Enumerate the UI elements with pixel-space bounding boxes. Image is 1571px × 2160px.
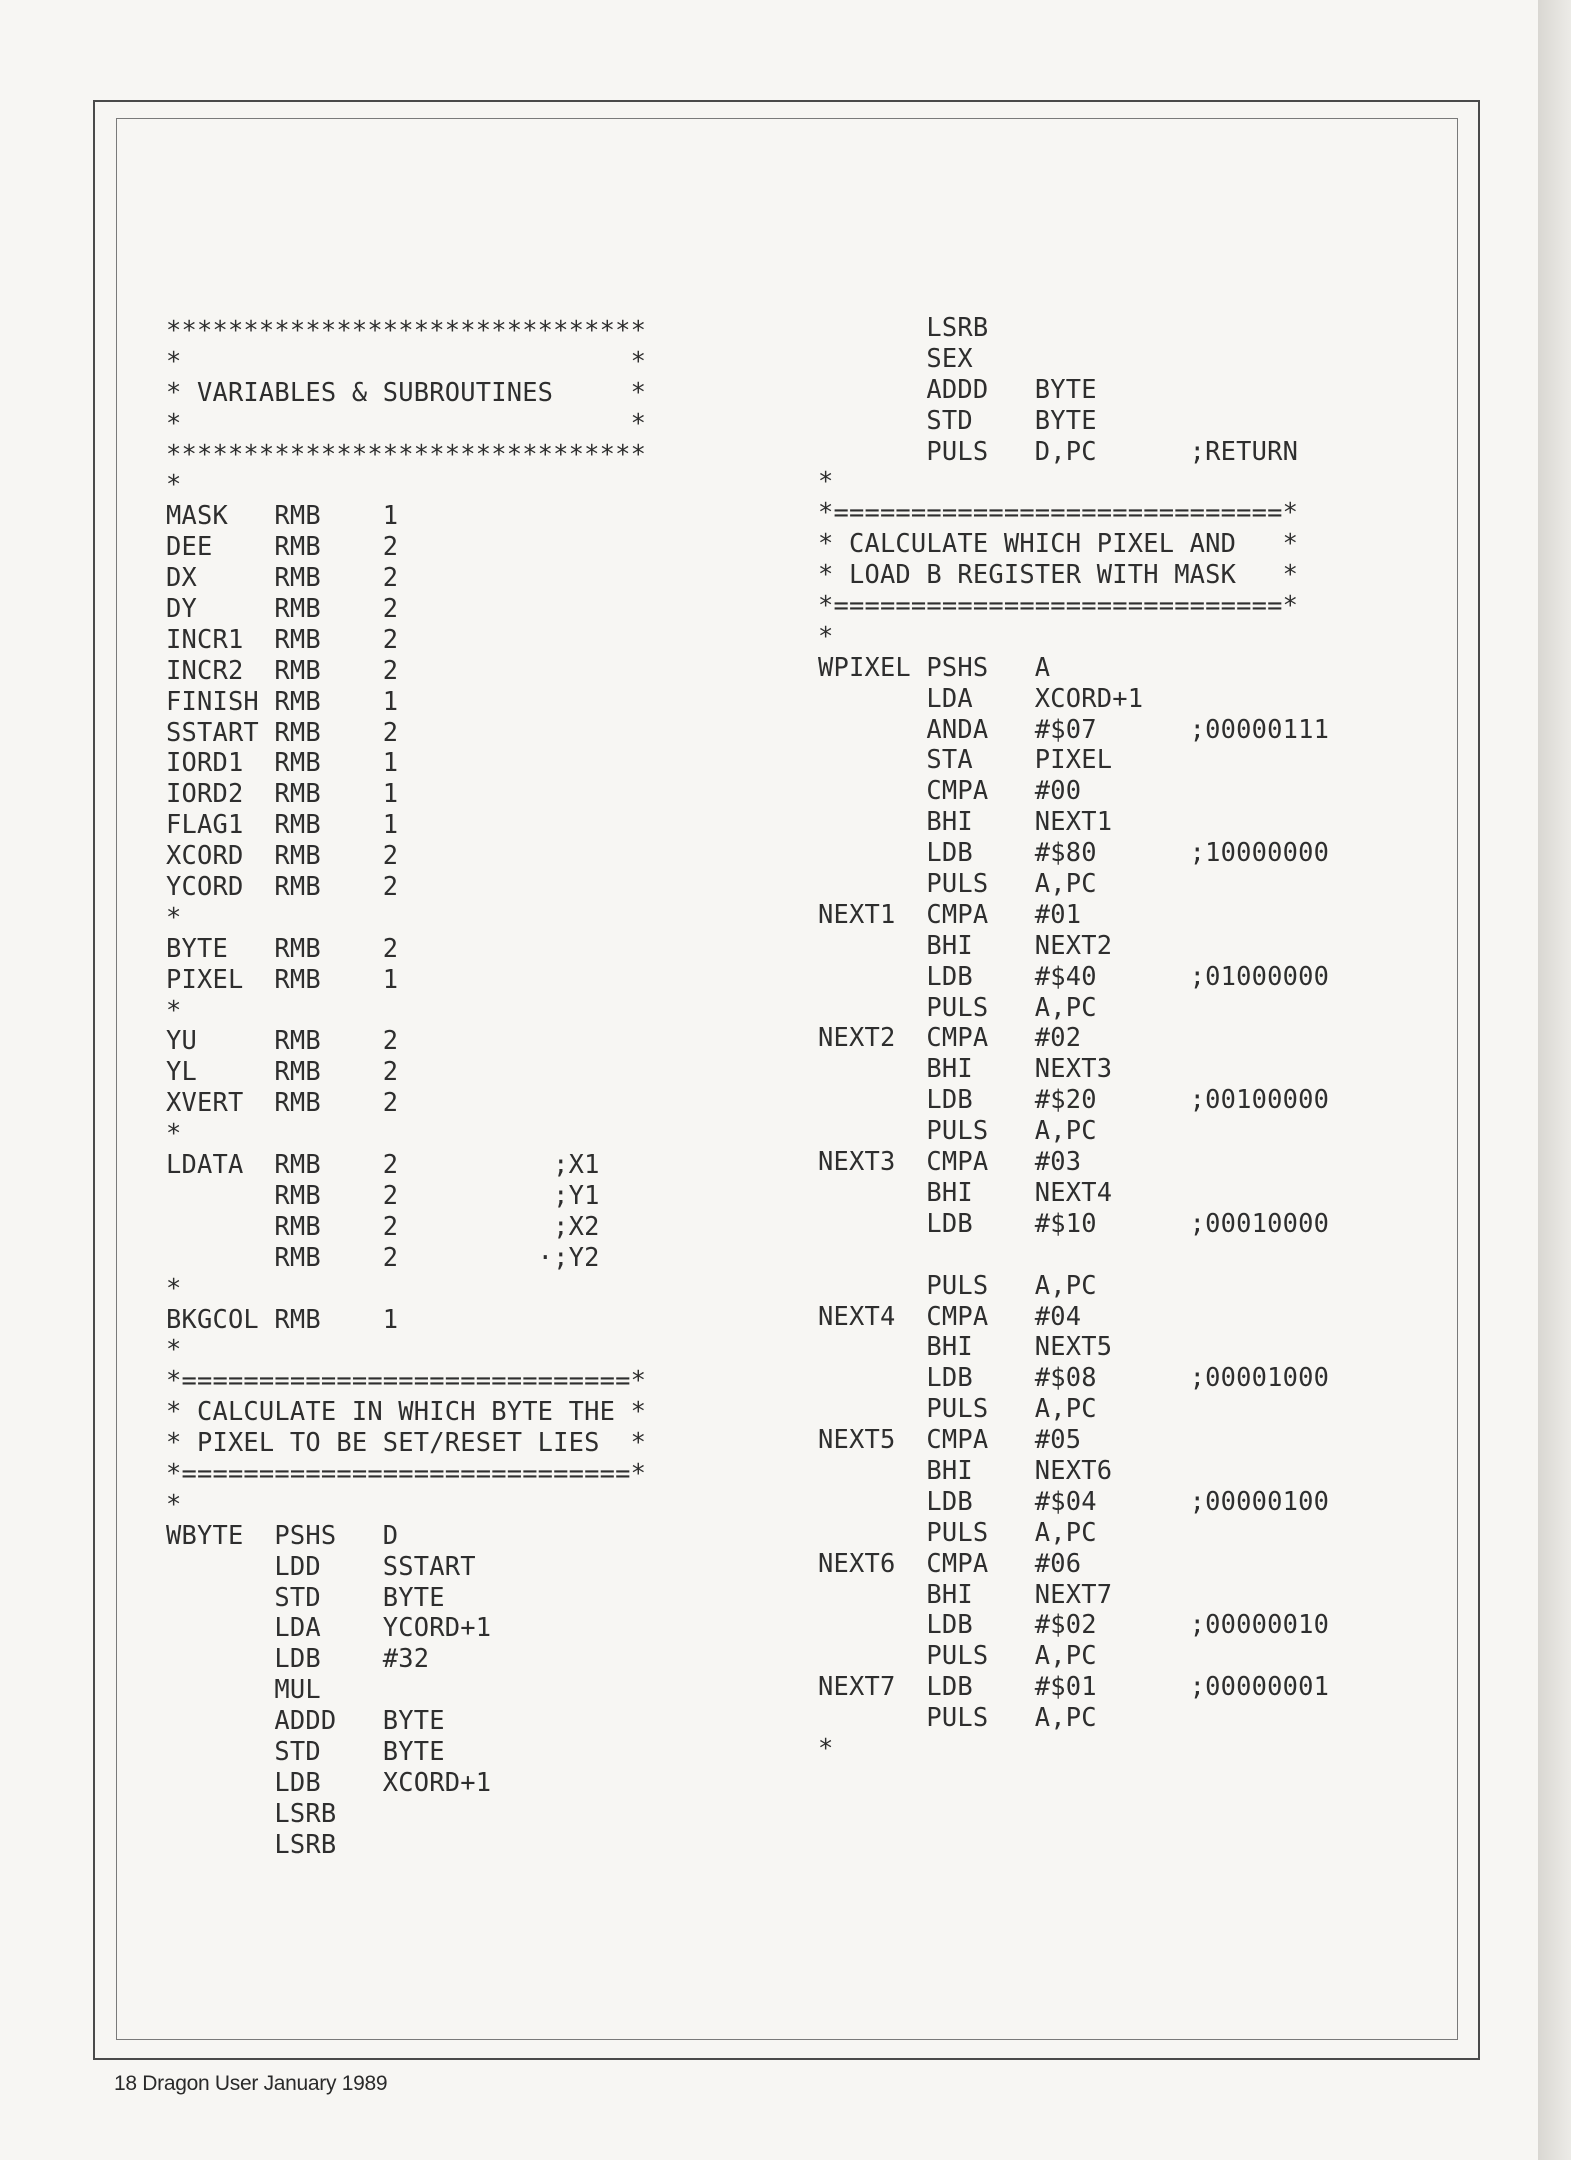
code-line: PIXEL RMB 1 bbox=[166, 963, 399, 994]
code-line: DX RMB 2 bbox=[166, 562, 399, 593]
code-line: LDATA RMB 2 ;X1 bbox=[166, 1149, 600, 1180]
code-line: NEXT7 LDB #$01 ;00000001 bbox=[818, 1671, 1330, 1702]
code-line: WPIXEL PSHS A bbox=[818, 651, 1051, 682]
code-line: FLAG1 RMB 1 bbox=[166, 809, 399, 840]
code-line: BKGCOL RMB 1 bbox=[166, 1303, 399, 1334]
code-line: RMB 2 ;X2 bbox=[166, 1210, 600, 1241]
code-listing-left-column bbox=[166, 315, 646, 1860]
code-line: * bbox=[818, 466, 834, 497]
code-line: LSRB bbox=[818, 312, 989, 342]
code-line: NEXT2 CMPA #02 bbox=[818, 1022, 1082, 1053]
page-footer-caption: 18 Dragon User January 1989 bbox=[114, 2072, 388, 2095]
code-line: * bbox=[166, 1118, 182, 1149]
code-line: YL RMB 2 bbox=[166, 1056, 399, 1087]
code-line: LDB #$80 ;10000000 bbox=[818, 837, 1330, 868]
code-line: STD BYTE bbox=[166, 1581, 445, 1612]
code-line: * PIXEL TO BE SET/RESET LIES * bbox=[166, 1427, 647, 1458]
code-line: DEE RMB 2 bbox=[166, 531, 399, 562]
code-line: LDD SSTART bbox=[166, 1550, 476, 1581]
code-line bbox=[818, 1239, 1329, 1270]
code-line: INCR2 RMB 2 bbox=[166, 654, 399, 685]
code-line: LDB #32 bbox=[166, 1643, 430, 1674]
code-line: ******************************* bbox=[166, 315, 647, 345]
code-line: *=============================* bbox=[818, 590, 1299, 621]
code-line: PULS A,PC bbox=[818, 1640, 1097, 1671]
code-line: * * bbox=[166, 345, 647, 376]
code-line: BHI NEXT3 bbox=[818, 1053, 1113, 1084]
code-line: INCR1 RMB 2 bbox=[166, 623, 399, 654]
code-line: SEX bbox=[818, 342, 973, 373]
code-line: MASK RMB 1 bbox=[166, 500, 399, 531]
code-line: BHI NEXT5 bbox=[818, 1331, 1113, 1362]
code-line: PULS A,PC bbox=[818, 1393, 1097, 1424]
code-line: * bbox=[818, 620, 834, 651]
code-line: LSRB bbox=[166, 1797, 337, 1828]
code-line: BYTE RMB 2 bbox=[166, 932, 399, 963]
code-line: STD BYTE bbox=[818, 404, 1097, 435]
code-line: WBYTE PSHS D bbox=[166, 1519, 399, 1550]
code-line: ADDD BYTE bbox=[166, 1705, 445, 1736]
code-line: IORD2 RMB 1 bbox=[166, 778, 399, 809]
code-line: ANDA #$07 ;00000111 bbox=[818, 713, 1330, 744]
code-line: NEXT6 CMPA #06 bbox=[818, 1547, 1082, 1578]
code-line: DY RMB 2 bbox=[166, 593, 399, 624]
code-line: LDB #$08 ;00001000 bbox=[818, 1362, 1330, 1393]
code-line: PULS A,PC bbox=[818, 1516, 1097, 1547]
code-line: IORD1 RMB 1 bbox=[166, 747, 399, 778]
code-line: * bbox=[166, 1488, 182, 1519]
code-line: * bbox=[166, 994, 182, 1025]
code-line: BHI NEXT7 bbox=[818, 1578, 1113, 1609]
code-line: PULS A,PC bbox=[818, 1115, 1097, 1146]
code-line: * LOAD B REGISTER WITH MASK * bbox=[818, 559, 1299, 590]
code-line: XVERT RMB 2 bbox=[166, 1087, 399, 1118]
code-line: YU RMB 2 bbox=[166, 1025, 399, 1056]
code-line: BHI NEXT4 bbox=[818, 1176, 1113, 1207]
code-line: *=============================* bbox=[166, 1365, 647, 1396]
code-line: * bbox=[166, 469, 182, 500]
code-line: NEXT3 CMPA #03 bbox=[818, 1146, 1082, 1177]
code-line: LDB #$40 ;01000000 bbox=[818, 960, 1330, 991]
code-line: RMB 2 ·;Y2 bbox=[166, 1241, 600, 1272]
code-line: CMPA #00 bbox=[818, 775, 1082, 806]
code-line: LDA YCORD+1 bbox=[166, 1612, 492, 1643]
code-line: NEXT4 CMPA #04 bbox=[818, 1300, 1082, 1331]
code-line: BHI NEXT6 bbox=[818, 1454, 1113, 1485]
code-line: PULS A,PC bbox=[818, 868, 1097, 899]
code-line: * bbox=[166, 901, 182, 932]
code-line: YCORD RMB 2 bbox=[166, 871, 399, 902]
code-line: LDA XCORD+1 bbox=[818, 682, 1144, 713]
code-line: NEXT5 CMPA #05 bbox=[818, 1424, 1082, 1455]
code-line: SSTART RMB 2 bbox=[166, 716, 399, 747]
code-line: RMB 2 ;Y1 bbox=[166, 1179, 600, 1210]
code-line: PULS D,PC ;RETURN bbox=[818, 435, 1299, 466]
code-line: * CALCULATE IN WHICH BYTE THE * bbox=[166, 1396, 647, 1427]
code-line: LDB #$20 ;00100000 bbox=[818, 1084, 1330, 1115]
code-line: PULS A,PC bbox=[818, 1269, 1097, 1300]
code-line: * bbox=[818, 1732, 834, 1763]
code-line: *=============================* bbox=[818, 497, 1299, 528]
code-line: LSRB bbox=[166, 1828, 337, 1859]
code-line: XCORD RMB 2 bbox=[166, 840, 399, 871]
code-line: * bbox=[166, 1334, 182, 1365]
code-line: STA PIXEL bbox=[818, 744, 1113, 775]
code-listing-right-column bbox=[818, 312, 1329, 1764]
code-line: LDB #$02 ;00000010 bbox=[818, 1609, 1330, 1640]
page-edge-shadow bbox=[1538, 0, 1571, 2160]
code-line: * VARIABLES & SUBROUTINES * bbox=[166, 376, 647, 407]
code-line: LDB XCORD+1 bbox=[166, 1766, 492, 1797]
code-line: LDB #$10 ;00010000 bbox=[818, 1207, 1330, 1238]
code-line: STD BYTE bbox=[166, 1735, 445, 1766]
code-line: PULS A,PC bbox=[818, 991, 1097, 1022]
code-line: PULS A,PC bbox=[818, 1702, 1097, 1733]
code-line: * CALCULATE WHICH PIXEL AND * bbox=[818, 528, 1299, 559]
code-line: BHI NEXT2 bbox=[818, 929, 1113, 960]
code-line: ******************************* bbox=[166, 438, 647, 469]
code-line: LDB #$04 ;00000100 bbox=[818, 1485, 1330, 1516]
code-line: ADDD BYTE bbox=[818, 373, 1097, 404]
code-line: FINISH RMB 1 bbox=[166, 685, 399, 716]
code-line: NEXT1 CMPA #01 bbox=[818, 898, 1082, 929]
code-line: MUL bbox=[166, 1674, 321, 1705]
code-line: BHI NEXT1 bbox=[818, 806, 1113, 837]
code-line: *=============================* bbox=[166, 1457, 647, 1488]
code-line: * * bbox=[166, 407, 647, 438]
code-line: * bbox=[166, 1272, 182, 1303]
